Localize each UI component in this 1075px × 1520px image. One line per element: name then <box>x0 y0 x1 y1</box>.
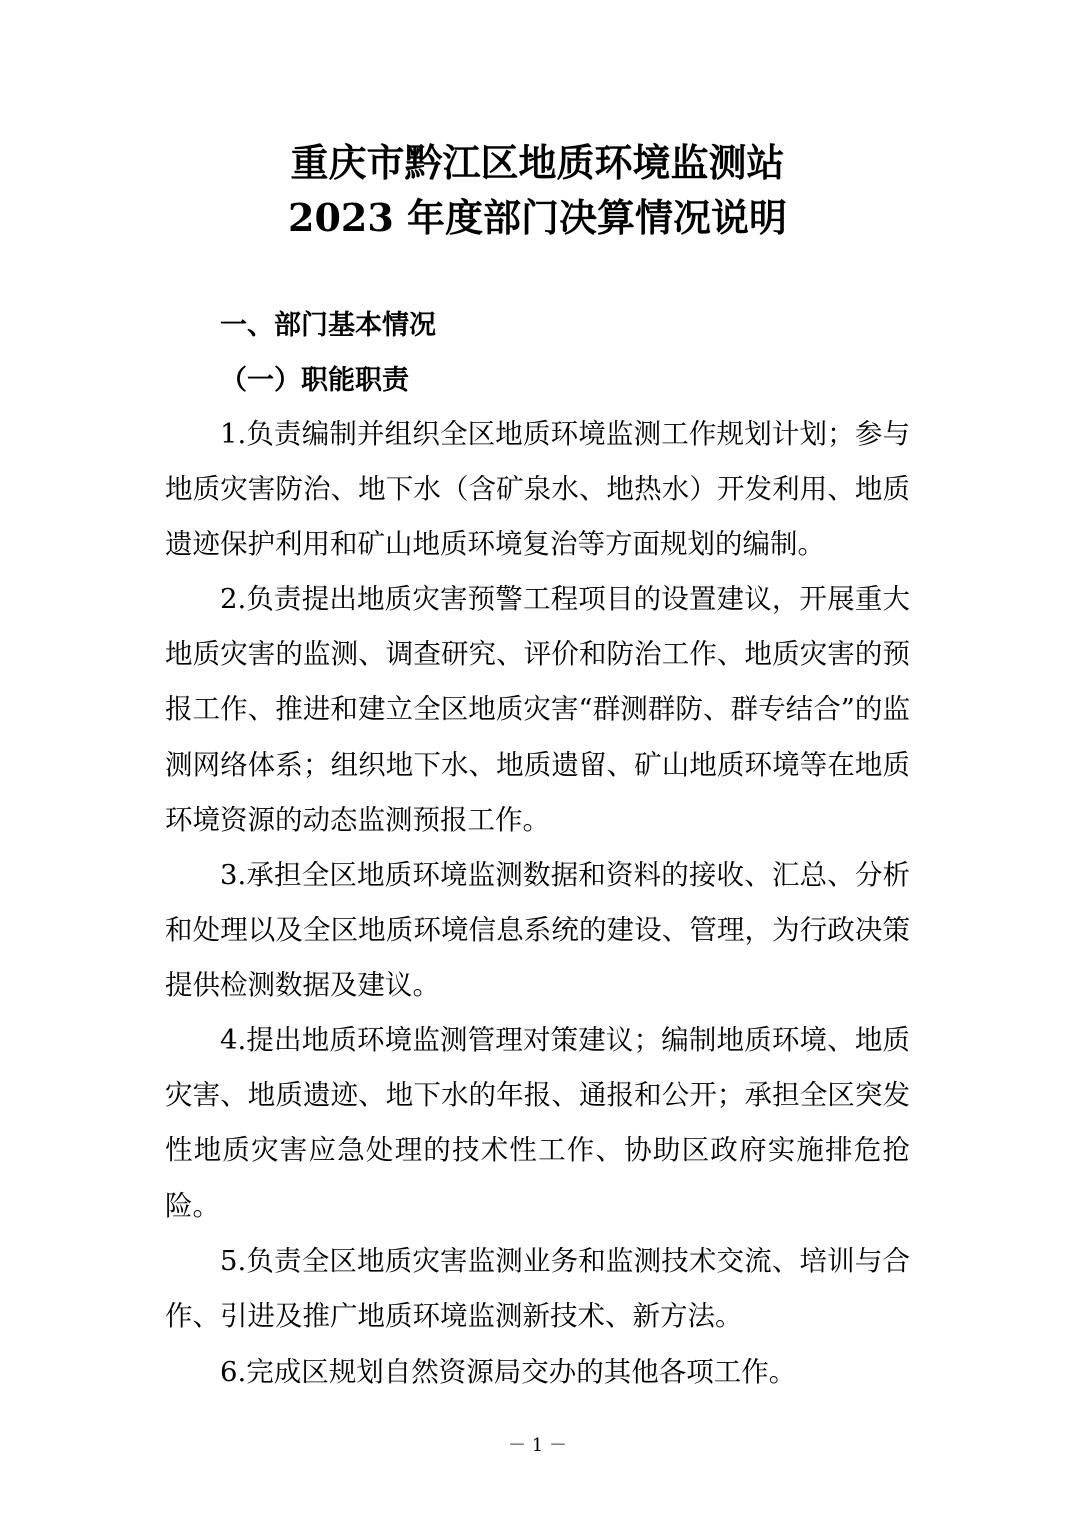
section-heading: 一、部门基本情况 <box>220 310 436 341</box>
paragraph-duty-6: 6.完成区规划自然资源局交办的其他各项工作。 <box>220 1356 797 1388</box>
document-title-line-2: 2023 年度部门决算情况说明 <box>288 195 787 240</box>
page-number: － 1 － <box>508 1435 567 1456</box>
paragraph-duty-3: 3.承担全区地质环境监测数据和资料的接收、汇总、分析和处理以及全区地质环境信息系统的建设、管理，为行政决策提供检测数据及建议。 <box>165 859 910 1002</box>
paragraph-duty-2: 2.负责提出地质灾害预警工程项目的设置建议，开展重大地质灾害的监测、调查研究、评价和防治工作、地质灾害的预报工作、推进和建立全区地质灾害“群测群防、群专结合”的监测网络体系；组织地下水、地质遗留、矿山地质环境等在地质环境资源的动态监测预报工作。 <box>165 583 910 836</box>
document-title-line-1: 重庆市黔江区地质环境监测站 <box>290 140 785 185</box>
subsection-heading: （一）职能职责 <box>220 365 409 396</box>
paragraph-duty-4: 4.提出地质环境监测管理对策建议；编制地质环境、地质灾害、地质遗迹、地下水的年报、通报和公开；承担全区突发性地质灾害应急处理的技术性工作、协助区政府实施排危抢险。 <box>165 1024 910 1222</box>
paragraph-duty-1: 1.负责编制并组织全区地质环境监测工作规划计划；参与地质灾害防治、地下水（含矿泉水、地热水）开发利用、地质遗迹保护利用和矿山地质环境复治等方面规划的编制。 <box>165 418 910 561</box>
paragraph-duty-5: 5.负责全区地质灾害监测业务和监测技术交流、培训与合作、引进及推广地质环境监测新技术、新方法。 <box>165 1245 910 1333</box>
